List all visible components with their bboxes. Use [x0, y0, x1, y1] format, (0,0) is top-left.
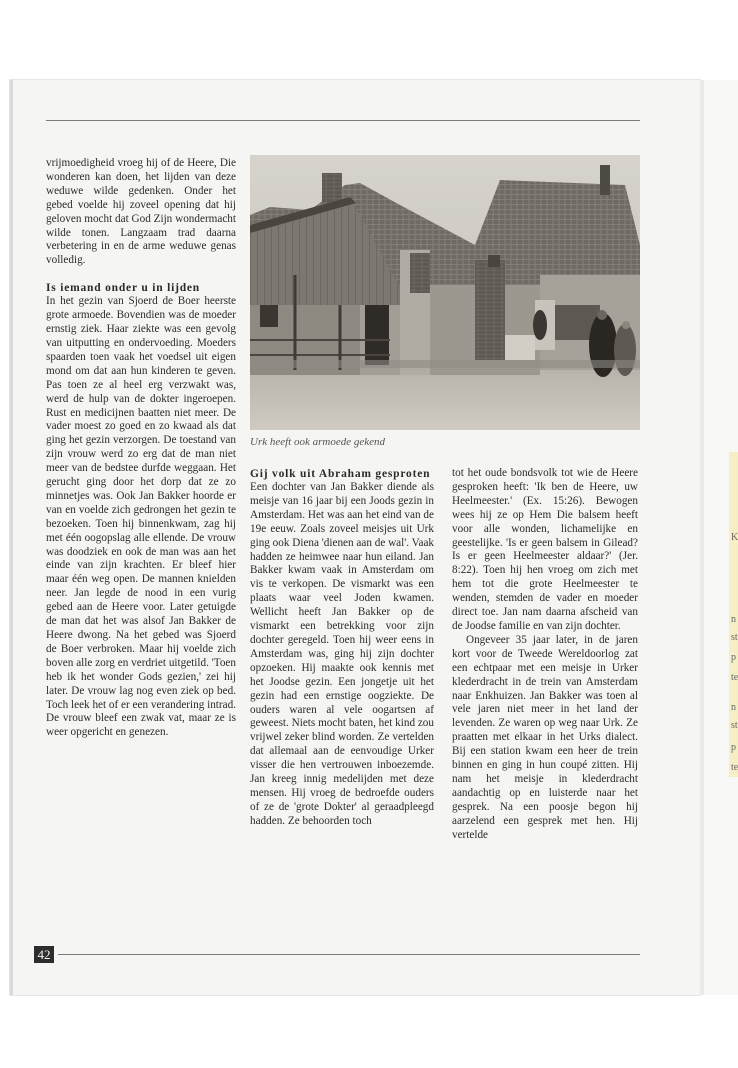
paragraph: vrijmoedigheid vroeg hij of de Heere, Die wonderen kan doen, het lijden van deze weduwe wilde gedenken. Onder het gebed voelde hij zoveel opening dat hij geloven mocht dat God Zijn wondermacht wilde tonen. Langzaam trad daarna verbetering in en de arme weduwe genas volledig.	[46, 157, 236, 267]
photo-caption: Urk heeft ook armoede gekend	[250, 436, 386, 448]
header-rule	[46, 120, 640, 121]
next-page-letter: te	[731, 762, 738, 773]
next-page-letter: n	[731, 614, 736, 625]
paragraph: Ongeveer 35 jaar later, in de jaren kort voor de Tweede Wereldoorlog zat een echtpaar met een meisje in Urker klederdracht in de trein van Amsterdam naar Enkhuizen. Jan Bakker was toen al vele jaren niet meer in het land der levenden. Ze waren op weg naar Urk. Ze praatten met elkaar in het Urks dialect. Bij een station kwam een heer de trein binnen en ging in hun coupé zitten. Hij nam het meisje in klederdracht aandachtig op en luisterde naar het gesprek. Na een poosje begon hij aarzelend een gesprek met hen. Hij vertelde	[452, 633, 638, 841]
paragraph: tot het oude bondsvolk tot wie de Heere gesproken heeft: 'Ik ben de Heere, uw Heelmeester.' (Ex. 15:26). Bewogen wees hij ze op Hem Die balsem heeft voor alle wonden, lichamelijke en geestelijke. 'Is er geen balsem in Gilead? Is er geen Heelmeester aldaar?' (Jer. 8:22). Toen hij hen vroeg om zich met hem tot die grote Heelmeester te wenden, stemden de vader en moeder direct toe. Jan nam daarna afscheid van de Joodse familie en van zijn dochter.	[452, 467, 638, 632]
next-page-letter: K	[731, 532, 738, 543]
next-page-letter: p	[731, 742, 736, 753]
next-page-letter: st	[731, 720, 738, 731]
next-page-letter: te	[731, 672, 738, 683]
photo-image	[250, 155, 640, 430]
column-2	[250, 467, 434, 829]
footer-rule	[58, 954, 640, 955]
column-1	[46, 157, 236, 740]
paragraph: In het gezin van Sjoerd de Boer heerste grote armoede. Bovendien was de moeder ernstig ziek. Haar ziekte was een gevolg van uitputting en ondervoeding. Moeders spaarden toen vaak het voedsel uit eigen mond om dat aan hun kinderen te geven. Pas toen ze al heel erg verzwakt was, werd de hulp van de dokter ingeroepen. Rust en medicijnen baatten niet meer. De vader moest zo goed en zo kwaad als dat ging het gezin verzorgen. De toestand van zijn vrouw werd zo erg dat de man niet meer van de bedstee durfde weggaan. Het gerucht ging door het dorp dat ze zo minnetjes was. Ook Jan Bakker hoorde er van en voelde zich gedrongen het gezin te bezoeken. Toen hij binnenkwam, zag hij met één oogopslag alle ellende. De vrouw was doodziek en ook de man was aan het einde van zijn krachten. Er bleef hier maar één weg open. De mannen knielden neer. Jan legde de nood in een vurig gebed aan de Heere voor. Later getuigde de man dat het was alsof Jan Bakker de Heere dwong. Na het gebed was Sjoerd de Boer verbroken. Maar hij voelde zich boven alle zorg en verdriet uitgetild. 'Toen heb ik het wonder Gods gezien,' zei hij later. De vrouw lag nog even ziek op bed. Toch leek het of er een verandering intrad. De vrouw bleef een zwak vat, maar ze is weer opgericht en genezen.	[46, 295, 236, 739]
next-page-letter: st	[731, 632, 738, 643]
paragraph: Een dochter van Jan Bakker diende als meisje van 16 jaar bij een Joods gezin in Amsterdam. Het was aan het eind van de 19e eeuw. Zoals zoveel meisjes uit Urk ging ook Diena 'dienen aan de wal'. Vaak hadden ze heimwee naar hun eiland. Jan Bakker kwam vaak in Amsterdam om vis te verkopen. De vismarkt was een plaats waar veel Joden kwamen. Wellicht heeft Jan Bakker op de vismarkt een betrekking voor zijn dochter geregeld. Toen hij weer eens in Amsterdam was, ging hij zijn dochter opzoeken. Hij maakte ook kennis met het Joodse gezin. Een jongetje uit het gezin had een ernstige oogziekte. De ouders waren al vele oogartsen af geweest. Niets mocht baten, het kind zou vrijwel zeker blind worden. Ze vertelden dat allemaal aan de eenvoudige Urker visser die hen vertrouwen inboezemde. Jan kreeg innig medelijden met deze mensen. Hij vroeg de bedroefde ouders of ze de 'grote Dokter' al geraadpleegd hadden. Ze behoorden toch	[250, 481, 435, 827]
page-edge	[10, 80, 13, 995]
section-heading: Gij volk uit Abraham gesproten	[250, 468, 431, 480]
next-page-letter: p	[731, 652, 736, 663]
page-number: 42	[34, 946, 54, 963]
photo-farmhouses	[250, 155, 640, 430]
next-page-letter: n	[731, 702, 736, 713]
column-3	[452, 467, 638, 842]
section-heading: Is iemand onder u in lijden	[46, 282, 200, 295]
